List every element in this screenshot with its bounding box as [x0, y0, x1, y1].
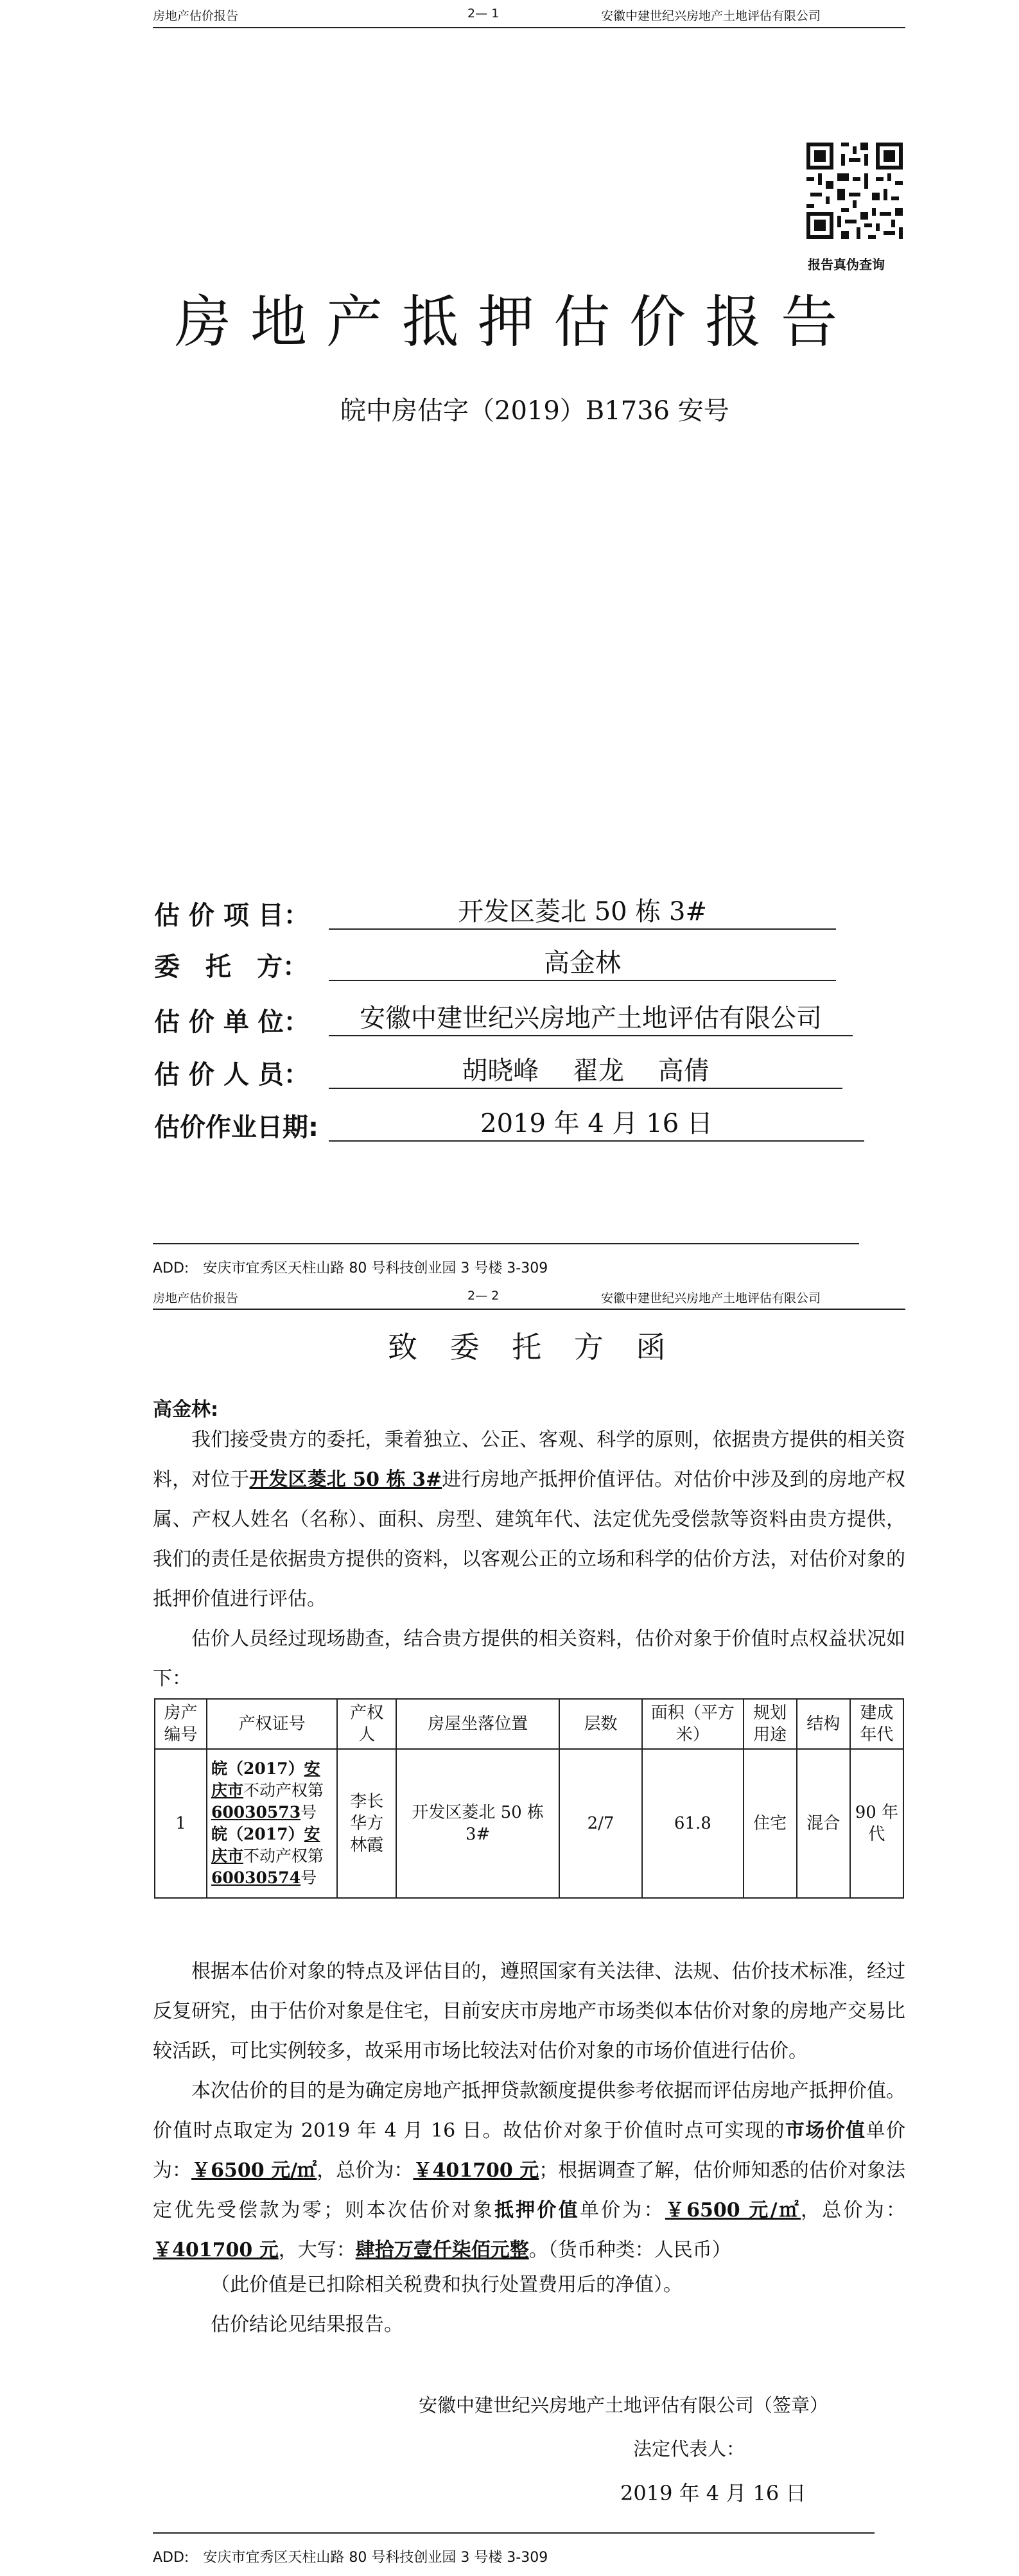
- cell-location: 开发区菱北 50 栋 3#: [396, 1749, 559, 1898]
- paragraph-text: 本次估价的目的是为确定房地产抵押贷款额度提供参考依据而评估房地产抵押价值。价值时点取定为 2019 年 4 月 16 日。故估价对象于价值时点可实现的: [153, 2080, 905, 2142]
- header-floors: 层数: [559, 1699, 642, 1749]
- footer-rule: [153, 2532, 875, 2534]
- letter-title: 致 委 托 方 函: [388, 1330, 677, 1364]
- paragraph-text: 单价为：: [153, 2119, 905, 2182]
- header-rule: [153, 27, 905, 28]
- salutation: 高金林:: [153, 1398, 218, 1421]
- property-table: [154, 1698, 904, 1899]
- cell-cert: [207, 1749, 337, 1898]
- mortgage-unit-price: ￥6500 元/㎡: [665, 2199, 801, 2222]
- cert-text: 皖（2017）: [211, 1825, 304, 1843]
- cell-area: 61.8: [642, 1749, 744, 1898]
- field-value: 2019 年 4 月 16 日: [329, 1107, 864, 1142]
- cert-text: 号: [300, 1803, 317, 1822]
- cell-floors: 2/7: [559, 1749, 642, 1898]
- market-unit-price: ￥6500 元/㎡: [191, 2159, 317, 2182]
- qr-caption: 报告真伪查询: [808, 257, 885, 272]
- header-page-number: 2— 2: [467, 1289, 500, 1303]
- header-left: 房地产估价报告: [153, 9, 239, 23]
- paragraph-1: [153, 1420, 905, 1619]
- paragraph-text: ，总价为：: [801, 2199, 906, 2222]
- market-total-price: ￥401700 元: [413, 2159, 539, 2182]
- cell-use: 住宅: [744, 1749, 797, 1898]
- paragraph-5: （此价值是已扣除相关税费和执行处置费用后的净值）。: [211, 2274, 683, 2296]
- document-number: 皖中房估字（2019）B1736 安号: [340, 396, 729, 426]
- paragraph-3: 根据本估价对象的特点及评估目的，遵照国家有关法律、法规、估价技术标准，经过反复研究，由于估价对象是住宅，目前安庆市房地产市场类似本估价对象的房地产交易比较活跃，可比实例较多，故采用市场比较法对估价对象的市场价值进行估价。: [153, 1960, 905, 2062]
- cell-owner: 李长华方林霞: [337, 1749, 396, 1898]
- signature-company: 安徽中建世纪兴房地产土地评估有限公司（签章）: [419, 2394, 829, 2416]
- header-structure: 结构: [797, 1699, 850, 1749]
- header-area: 面积（平方米）: [642, 1699, 744, 1749]
- mortgage-value-label: 抵押价值: [494, 2199, 580, 2222]
- market-value-label: 市场价值: [785, 2119, 866, 2142]
- header-right: 安徽中建世纪兴房地产土地评估有限公司: [601, 9, 821, 23]
- cert-text: 安庆市: [211, 1759, 320, 1800]
- table-header-row: [155, 1699, 903, 1749]
- paragraph-2: 估价人员经过现场勘查，结合贵方提供的相关资料，估价对象于价值时点权益状况如下：: [153, 1628, 905, 1690]
- table-row: [155, 1749, 903, 1898]
- signature-representative: 法定代表人：: [633, 2438, 745, 2460]
- property-location: 开发区菱北 50 栋 3#: [249, 1468, 442, 1491]
- header-owner: 产权人: [337, 1699, 396, 1749]
- paragraph-6: 估价结论见结果报告。: [211, 2313, 403, 2336]
- qr-code-icon: [806, 143, 903, 239]
- cell-structure: 混合: [797, 1749, 850, 1898]
- header-page-number: 2— 1: [467, 6, 500, 21]
- mortgage-total-price: ￥401700 元: [153, 2239, 279, 2261]
- field-label: 委 托 方：: [154, 952, 308, 982]
- paragraph-text: 单价为：: [579, 2199, 665, 2222]
- field-value: 安徽中建世纪兴房地产土地评估有限公司: [329, 1002, 853, 1036]
- header-use: 规划用途: [744, 1699, 797, 1749]
- header-year: 建成年代: [850, 1699, 903, 1749]
- paragraph-text: ；根据调查了解，估价师知悉的估价对象法定优先受偿款为零；则本次估价对象: [153, 2159, 906, 2222]
- footer-rule: [153, 1243, 859, 1244]
- paragraph-text: 进行房地产抵押价值评估。对估价中涉及到的房地产权属、产权人姓名（名称）、面积、房型、建筑年代、法定优先受偿款等资料由贵方提供，我们的责任是依据贵方提供的资料，以客观公正的立场和科学的估价方法，对估价对象的抵押价值进行评估。: [153, 1468, 906, 1610]
- field-label: 估价作业日期:: [154, 1113, 318, 1142]
- paragraph-4: [153, 2071, 905, 2270]
- report-title: 房地产抵押估价报告: [175, 289, 857, 355]
- paragraph-text: ，大写：: [278, 2239, 356, 2261]
- cert-text: 不动产权第: [243, 1781, 324, 1800]
- header-left: 房地产估价报告: [153, 1291, 239, 1305]
- header-no: 房产编号: [155, 1699, 207, 1749]
- header-location: 房屋坐落位置: [396, 1699, 559, 1749]
- field-label: 估 价 单 位：: [154, 1007, 309, 1037]
- cert-number: 60030574: [211, 1868, 301, 1887]
- cert-number: 60030573: [211, 1803, 301, 1822]
- field-label: 估 价 项 目：: [154, 901, 309, 930]
- field-label: 估 价 人 员：: [154, 1060, 309, 1090]
- cell-year: 90 年代: [850, 1749, 903, 1898]
- cert-text: 号: [300, 1868, 317, 1887]
- cert-text: 安庆市: [211, 1825, 320, 1865]
- paragraph-text: ，总价为：: [317, 2159, 414, 2182]
- cert-text: 不动产权第: [243, 1847, 324, 1865]
- header-right: 安徽中建世纪兴房地产土地评估有限公司: [601, 1291, 821, 1305]
- footer-address: ADD: 安庆市宜秀区天柱山路 80 号科技创业园 3 号楼 3-309: [153, 1260, 548, 1276]
- cert-text: 皖（2017）: [211, 1759, 304, 1778]
- signature-date: 2019 年 4 月 16 日: [620, 2481, 806, 2505]
- cell-no: 1: [155, 1749, 207, 1898]
- paragraph-text: 我们接受贵方的委托，秉着独立、公正、客观、科学的原则，依据贵方提供的相关资料，对位于: [153, 1429, 905, 1491]
- footer-address: ADD: 安庆市宜秀区天柱山路 80 号科技创业园 3 号楼 3-309: [153, 2550, 548, 2566]
- header-cert: 产权证号: [207, 1699, 337, 1749]
- amount-in-words: 肆拾万壹仟柒佰元整: [355, 2239, 529, 2261]
- field-value: 胡晓峰 翟龙 高倩: [329, 1054, 842, 1089]
- paragraph-text: 。（货币种类：人民币）: [528, 2239, 731, 2261]
- header-rule: [153, 1309, 905, 1310]
- field-value: 高金林: [329, 946, 836, 981]
- field-value: 开发区菱北 50 栋 3#: [329, 895, 836, 930]
